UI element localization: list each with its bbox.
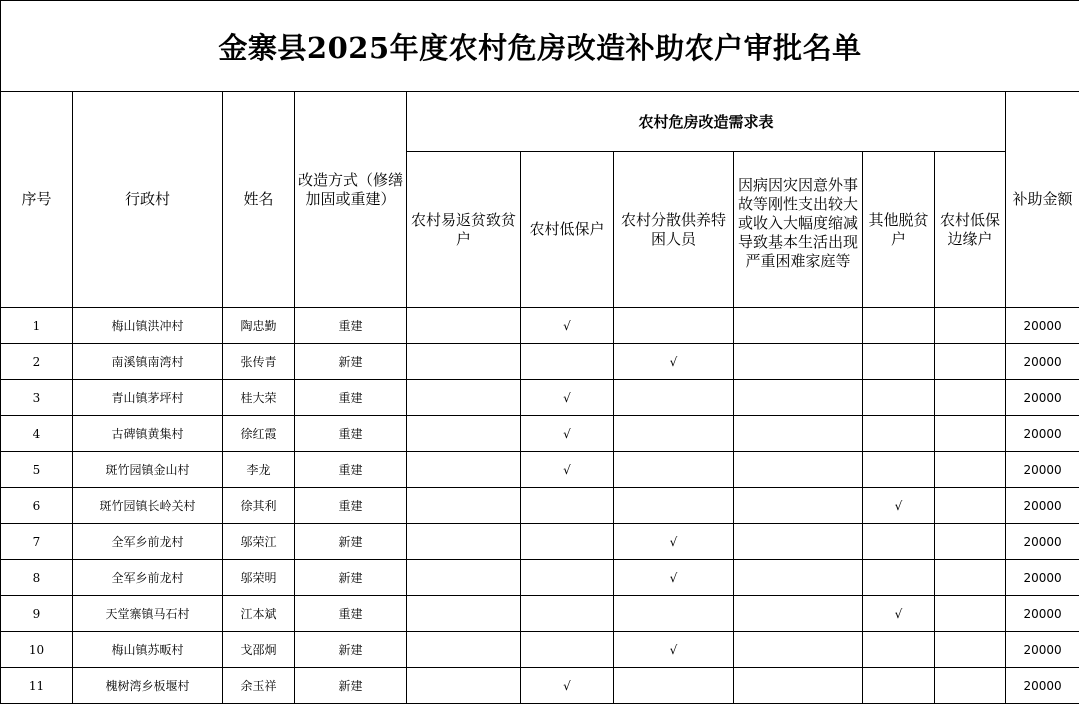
row-category-cell: √	[614, 524, 734, 560]
row-category-cell	[521, 344, 614, 380]
row-seq: 1	[1, 308, 73, 344]
row-category-cell	[521, 488, 614, 524]
row-name: 徐其利	[223, 488, 295, 524]
header-sub-0: 农村易返贫致贫户	[407, 152, 521, 308]
row-name: 张传青	[223, 344, 295, 380]
row-category-cell	[734, 632, 863, 668]
row-method: 新建	[295, 668, 407, 704]
row-category-cell	[407, 344, 521, 380]
row-seq: 3	[1, 380, 73, 416]
row-name: 余玉祥	[223, 668, 295, 704]
row-village: 斑竹园镇长岭关村	[73, 488, 223, 524]
row-name: 邬荣明	[223, 560, 295, 596]
row-method: 新建	[295, 560, 407, 596]
row-name: 徐红霞	[223, 416, 295, 452]
row-village: 全军乡前龙村	[73, 560, 223, 596]
row-category-cell	[863, 380, 935, 416]
row-village: 梅山镇苏畈村	[73, 632, 223, 668]
row-category-cell	[935, 308, 1006, 344]
table-row	[1, 488, 1079, 524]
row-amount: 20000	[1006, 560, 1079, 596]
row-category-cell	[863, 416, 935, 452]
row-category-cell	[521, 560, 614, 596]
row-amount: 20000	[1006, 596, 1079, 632]
row-method: 重建	[295, 452, 407, 488]
header-sub-2: 农村分散供养特困人员	[614, 152, 734, 308]
row-amount: 20000	[1006, 344, 1079, 380]
row-amount: 20000	[1006, 308, 1079, 344]
row-seq: 4	[1, 416, 73, 452]
row-category-cell	[863, 668, 935, 704]
row-category-cell	[935, 344, 1006, 380]
row-amount: 20000	[1006, 632, 1079, 668]
row-category-cell	[614, 416, 734, 452]
row-category-cell	[407, 560, 521, 596]
row-category-cell	[935, 380, 1006, 416]
row-category-cell	[407, 596, 521, 632]
row-village: 梅山镇洪冲村	[73, 308, 223, 344]
row-category-cell	[614, 452, 734, 488]
row-method: 重建	[295, 380, 407, 416]
table-row	[1, 632, 1079, 668]
row-category-cell	[521, 596, 614, 632]
table-row	[1, 668, 1079, 704]
row-village: 全军乡前龙村	[73, 524, 223, 560]
table-row	[1, 596, 1079, 632]
row-seq: 7	[1, 524, 73, 560]
row-category-cell	[935, 668, 1006, 704]
row-seq: 9	[1, 596, 73, 632]
row-village: 南溪镇南湾村	[73, 344, 223, 380]
row-amount: 20000	[1006, 452, 1079, 488]
row-category-cell: √	[521, 452, 614, 488]
row-method: 重建	[295, 308, 407, 344]
row-method: 重建	[295, 488, 407, 524]
header-sub-4: 其他脱贫户	[863, 152, 935, 308]
header-sub-3: 因病因灾因意外事故等刚性支出较大或收入大幅度缩减导致基本生活出现严重困难家庭等	[734, 152, 863, 308]
header-method	[295, 92, 407, 308]
header-method-label: 改造方式（修缮加固或重建）	[297, 171, 403, 208]
row-category-cell: √	[614, 344, 734, 380]
header-seq: 序号	[1, 92, 73, 308]
row-category-cell	[734, 668, 863, 704]
row-amount: 20000	[1006, 668, 1079, 704]
row-category-cell	[935, 488, 1006, 524]
row-method: 新建	[295, 524, 407, 560]
row-category-cell	[863, 632, 935, 668]
row-seq: 5	[1, 452, 73, 488]
row-category-cell	[407, 488, 521, 524]
row-name: 桂大荣	[223, 380, 295, 416]
row-category-cell	[935, 416, 1006, 452]
row-seq: 8	[1, 560, 73, 596]
row-category-cell	[734, 596, 863, 632]
table-row	[1, 452, 1079, 488]
row-category-cell: √	[521, 668, 614, 704]
row-seq: 11	[1, 668, 73, 704]
row-category-cell	[734, 380, 863, 416]
row-category-cell: √	[614, 560, 734, 596]
row-category-cell	[863, 452, 935, 488]
row-category-cell	[614, 308, 734, 344]
row-category-cell	[863, 308, 935, 344]
row-category-cell	[614, 488, 734, 524]
header-sub-1: 农村低保户	[521, 152, 614, 308]
row-category-cell	[407, 308, 521, 344]
row-category-cell: √	[521, 416, 614, 452]
header-amount: 补助金额	[1006, 92, 1079, 308]
row-category-cell	[863, 560, 935, 596]
page-title: 金寨县2025年度农村危房改造补助农户审批名单	[1, 1, 1079, 92]
header-village: 行政村	[73, 92, 223, 308]
header-demand-group: 农村危房改造需求表	[407, 92, 1006, 152]
row-category-cell: √	[521, 308, 614, 344]
header-sub-5: 农村低保边缘户	[935, 152, 1006, 308]
row-category-cell: √	[863, 596, 935, 632]
row-category-cell	[407, 416, 521, 452]
row-name: 李龙	[223, 452, 295, 488]
row-category-cell	[407, 380, 521, 416]
row-village: 槐树湾乡板堰村	[73, 668, 223, 704]
row-category-cell	[734, 488, 863, 524]
row-category-cell	[407, 452, 521, 488]
table-row	[1, 344, 1079, 380]
row-method: 重建	[295, 596, 407, 632]
row-seq: 6	[1, 488, 73, 524]
row-category-cell	[935, 560, 1006, 596]
table-row	[1, 380, 1079, 416]
row-category-cell	[734, 524, 863, 560]
row-category-cell	[407, 524, 521, 560]
row-name: 江本斌	[223, 596, 295, 632]
row-seq: 2	[1, 344, 73, 380]
row-amount: 20000	[1006, 524, 1079, 560]
row-category-cell: √	[863, 488, 935, 524]
row-category-cell	[407, 632, 521, 668]
row-amount: 20000	[1006, 416, 1079, 452]
row-category-cell	[521, 632, 614, 668]
table-row	[1, 560, 1079, 596]
row-category-cell	[935, 596, 1006, 632]
header-name: 姓名	[223, 92, 295, 308]
row-category-cell	[407, 668, 521, 704]
row-category-cell	[734, 308, 863, 344]
row-category-cell	[521, 524, 614, 560]
row-name: 邬荣江	[223, 524, 295, 560]
row-category-cell	[935, 632, 1006, 668]
row-village: 天堂寨镇马石村	[73, 596, 223, 632]
row-category-cell	[935, 452, 1006, 488]
row-category-cell	[935, 524, 1006, 560]
row-category-cell	[734, 560, 863, 596]
row-method: 重建	[295, 416, 407, 452]
row-category-cell	[734, 452, 863, 488]
table-row	[1, 524, 1079, 560]
row-seq: 10	[1, 632, 73, 668]
row-category-cell: √	[614, 632, 734, 668]
row-village: 斑竹园镇金山村	[73, 452, 223, 488]
table-row	[1, 308, 1079, 344]
row-method: 新建	[295, 632, 407, 668]
row-name: 陶忠勤	[223, 308, 295, 344]
row-category-cell	[614, 380, 734, 416]
row-village: 古碑镇黄集村	[73, 416, 223, 452]
row-amount: 20000	[1006, 488, 1079, 524]
row-category-cell	[614, 596, 734, 632]
row-method: 新建	[295, 344, 407, 380]
row-category-cell	[734, 416, 863, 452]
row-village: 青山镇茅坪村	[73, 380, 223, 416]
row-amount: 20000	[1006, 380, 1079, 416]
row-category-cell	[734, 344, 863, 380]
row-name: 戈邵炯	[223, 632, 295, 668]
row-category-cell: √	[521, 380, 614, 416]
row-category-cell	[863, 344, 935, 380]
table-row	[1, 416, 1079, 452]
row-category-cell	[614, 668, 734, 704]
row-category-cell	[863, 524, 935, 560]
